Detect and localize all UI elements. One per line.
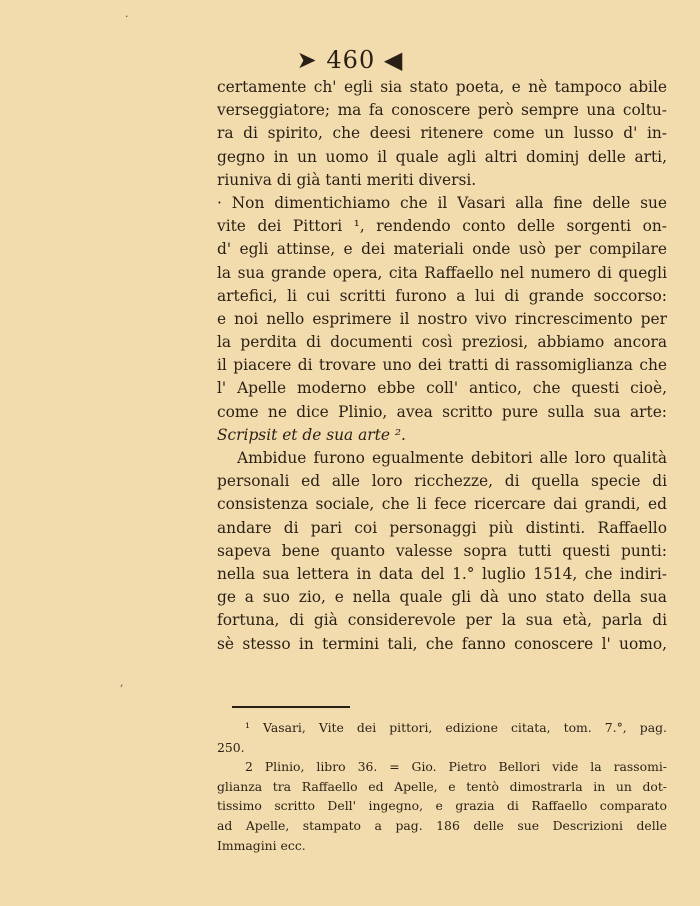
text-line: personali ed alle loro ricchezze, di quella specie di [217,472,667,491]
text-line: il piacere di trovare uno dei tratti di rassomiglianza che [217,356,667,375]
text-line: l' Apelle moderno ebbe coll' antico, che questi cioè, [217,379,667,398]
text-line: sapeva bene quanto valesse sopra tutti questi punti: [217,541,667,560]
footnotes [217,718,667,855]
text-line: · Non dimentichiamo che il Vasari alla fine delle sue [217,193,667,212]
footnote-separator [232,706,350,708]
footnote-line: ad Apelle, stampato a pag. 186 delle sue Descrizioni delle [217,817,667,833]
footnote-line: Immagini ecc. [217,837,306,853]
text-line: fortuna, di già considerevole per la sua età, parla di [217,611,667,630]
text-line: nella sua lettera in data del 1.° luglio 1514, che indiri- [217,564,667,583]
text-line: artefici, li cui scritti furono a lui di grande soccorso: [217,286,667,305]
text-line: gegno in un uomo il quale agli altri dominj delle arti, [217,147,667,166]
text-line: verseggiatore; ma fa conoscere però sempre una coltu- [217,101,667,120]
footnote-line: 250. [217,739,245,755]
text-line: ge a suo zio, e nella quale gli dà uno stato della sua [217,588,667,607]
footnote-line: tissimo scritto Dell' ingegno, e grazia di Raffaello comparato [217,798,667,814]
body-text [217,76,667,656]
text-line: consistenza sociale, che li fece ricercare dai grandi, ed [217,495,667,514]
text-line: la perdita di documenti così preziosi, abbiamo ancora [217,333,667,352]
text-line: d' egli attinse, e dei materiali onde usò per compilare [217,240,667,259]
footnote-line: 2 Plinio, libro 36. = Gio. Pietro Bellori vide la rassomi- [245,759,667,775]
text-line: vite dei Pittori ¹, rendendo conto delle sorgenti on- [217,217,667,236]
text-line: andare di pari coi personaggi più distinti. Raffaello [217,518,667,537]
text-line: ra di spirito, che deesi ritenere come un lusso d' in- [217,124,667,143]
text-line-italic: Scripsit et de sua arte ². [217,425,406,444]
stray-mark: , [120,676,124,689]
text-line: sè stesso in termini tali, che fanno conoscere l' uomo, [217,634,667,653]
footnote-line: glianza tra Raffaello ed Apelle, e tentò dimostrarla in un dot- [217,778,667,794]
text-line: la sua grande opera, cita Raffaello nel numero di quegli [217,263,667,282]
stray-mark: · [125,10,129,23]
footnote-line: ¹ Vasari, Vite dei pittori, edizione citata, tom. 7.°, pag. [245,720,667,735]
text-line: riuniva di già tanti meriti diversi. [217,170,477,189]
text-line: come ne dice Plinio, avea scritto pure sulla sua arte: [217,402,667,421]
text-line: certamente ch' egli sia stato poeta, e nè tampoco abile [217,78,667,96]
page-number: ➤ 460 ◀ [296,46,404,74]
text-line: Ambidue furono egualmente debitori alle loro qualità [237,449,667,467]
text-line: e noi nello esprimere il nostro vivo rincrescimento per [217,309,667,328]
